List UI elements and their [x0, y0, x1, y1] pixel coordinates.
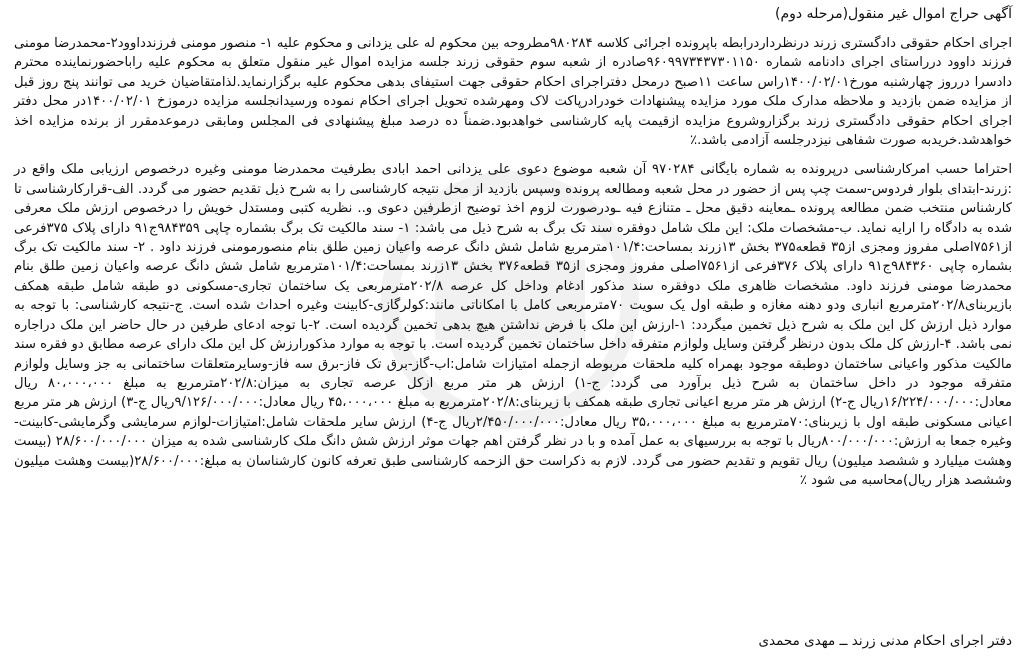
- notice-document: [14, 4, 1012, 660]
- notice-paragraph-appraisal: احتراما حسب امرکارشناسی درپرونده به شماره بایگانی ۹۷۰۲۸۴ آن شعبه موضوع دعوی علی یزدانی احمد ابادی بطرفیت محمدرضا مومنی وغیره درخصوص ارزیابی ملک واقع در :زرند-ابتدای بلوار فردوس-سمت چپ پس از حضور در محل شعبه ومطالعه پرونده وسپس بازدید از محل نتیجه کارشناسی را به شرح ذیل تقدیم حضور می گردد. الف-قرارکارشناسی تا کارشناس منتخب ضمن مطالعه پرونده ـمعاینه دقیق محل ـ متنازع فیه ـودرصورت لزوم اخذ توضیح ازطرفین دعوی و.. نظریه کتبی ومستدل خویش را درخصوص ارزش ملک معرفی شده به دادگاه را ارایه نماید. ب-مشخصات ملک: این ملک شامل دوفقره سند تک برگ به شرح ذیل می باشد: ۱- سند مالکیت تک برگ بشماره چاپی ۹۸۴۳۵۹ج۹۱ دارای پلاک ۳۷۵فرعی از۷۵۶۱اصلی مفروز ومجزی از۳۵ قطعه۳۷۵ بخش ۱۳زرند بمساحت:۱۰۱/۴مترمربع شامل شش دانگ عرصه واعیان زمین طلق بنام منصورمومنی فرزند داود . ۲- سند مالکیت تک برگ بشماره چاپی ۹۸۴۳۶۰ج۹۱ دارای پلاک ۳۷۶فرعی از۷۵۶۱اصلی مفروز ومجزی از۳۵ قطعه۳۷۶ بخش ۱۳زرند بمساحت:۱۰۱/۴مترمربع شامل شش دانگ عرصه واعیان زمین طلق بنام محمدرضا مومنی فرزند داود. مشخصات ظاهری ملک دوفقره سند مذکور ادغام وداخل کل عرصه ۲۰۲/۸مترمربعی یک ساختمان تجاری-مسکونی دو طبقه شامل طبقه همکف بازیربنای۲۰۲/۸مترمربع انباری ودو دهنه مغازه و طبقه اول یک سویت ۷۰مترمربعی کامل با امکاناتی مانند:کولرگازی-کابینت وغیره احداث شده است. ج-نتیجه کارشناسی: با توجه به موارد ذیل ارزش کل این ملک به شرح ذیل تخمین میگردد: ۱-ارزش این ملک با فرض نداشتن هیچ بدهی تخمین گردیده است. ۲-با توجه ادعای طرفین در حال حاضر این ملک دراجاره نمی باشد. ۴-ارزش کل ملک بدون درنظر گرفتن وسایل ولوازم متفرقه داخل ساختمان تخمین گردیده است. با توجه به موارد مذکورارزش کل این ملک دارای عرصه مطابق دو فقره سند مالکیت مذکور واعیانی ساختمان دوطبقه موجود بهمراه کلیه ملحقات مربوطه ازجمله امتیازات شامل:اب-گاز-برق تک فاز-برق سه فاز-وسایرمتعلقات ساختمانی به جز وسایل ولوازم متفرقه موجود در داخل ساختمان به شرح ذیل برآورد می گردد: ج-۱) ارزش هر متر مربع ازکل عرصه تجاری به میزان:۲۰۲/۸مترمربع به مبلغ ۸۰،۰۰۰،۰۰۰ ریال معادل:۱۶/۲۲۴/۰۰۰/۰۰۰ریال ج-۲) ارزش هر متر مربع اعیانی تجاری طبقه همکف با زیربنای:۲۰۲/۸مترمربع به مبلغ ۴۵،۰۰۰،۰۰۰ ریال معادل:۹/۱۲۶/۰۰۰/۰۰۰ریال ج-۳) ارزش هر متر مربع اعیانی مسکونی طبقه اول با زیربنای:۷۰مترمربع به مبلغ ۳۵،۰۰۰،۰۰۰ ریال معادل:۲/۴۵۰/۰۰۰/۰۰۰ریال ج-۴) ارزش سایر ملحقات شامل:امتیازات-لوازم سرمایشی وگرمایشی-کابینت-وغیره جمعا به ارزش:۸۰۰/۰۰۰/۰۰۰ریال با توجه به بررسیهای به عمل آمده و با در نظر گرفتن اهم جهات موثر ارزش شش دانگ ملک کارشناسی شده به میزان ۲۸/۶۰۰/۰۰۰/۰۰۰ (بیست وهشت میلیارد و ششصد میلیون) ریال تقویم و تقدیم حضور می گردد. لازم به ذکراست حق الزحمه کارشناسی طبق تعرفه کانون کارشناسان به مبلغ:۲۸/۶۰۰/۰۰۰(بیست وهشت میلیون وششصد هزار ریال)محاسبه می شود ٪: [14, 162, 1013, 488]
- notice-title: آگهی حراج اموال غیر منقول(مرحله دوم): [774, 6, 1012, 22]
- notice-paragraph-auction: اجرای احکام حقوقی دادگستری زرند درنظرداردرابطه باپرونده اجرائی کلاسه ۹۸۰۲۸۴مطروحه بین محکوم له علی یزدانی و محکوم علیه ۱- منصور مومنی فرزندداوود۲-محمدرضا مومنی فرزند داوود درراستای اجرای دادنامه شماره ۹۶۰۹۹۷۳۴۳۷۳۰۱۱۵۰صادره از شعبه سوم حقوقی زرند جلسه مزایده اموال غیر منقول متعلق به محکوم علیه راباحضورنماینده محترم دادسرا درروز چهارشنبه مورخ۱۴۰۰/۰۲/۰۱راس ساعت ۱۱صبح درمحل دفتراجرای احکام حقوقی جهت استیفای بدهی محکوم علیه برگزارنماید.لذامتقاضیان خرید می توانند پنج روز قبل از مزایده ضمن بازدید و ملاحظه مدارک ملک مورد مزایده پیشنهادات خودرادرپاکت لاک ومهرشده تحویل اجرای احکام نموده ورسیدانجلسه مزایده درموزخ ۱۴۰۰/۰۲/۰۱در محل دفتر اجرای احکام حقوقی دادگستری زرند برگزاروشروع مزایده ازقیمت پایه کارشناسی خواهدبود.ضمناً ده درصد مبلغ پیشنهادی فی المجلس ومابقی درموعدمقرر از برنده مزایده اخذ خواهدشد.خریدبه صورت شفاهی نیزدرجلسه آزادمی باشد.٪: [14, 36, 1013, 149]
- signature-line: دفتر اجرای احکام مدنی زرند ــ مهدی محمدی: [758, 633, 1012, 649]
